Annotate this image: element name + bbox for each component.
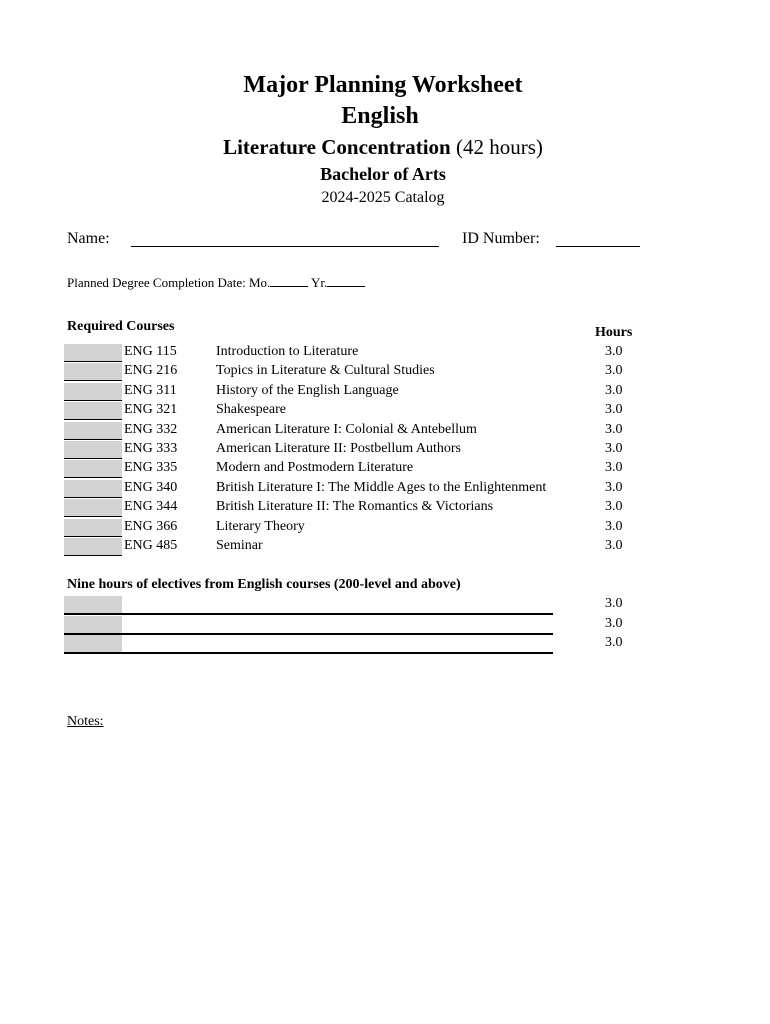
- concentration-hours: (42 hours): [456, 135, 543, 159]
- elective-hours: 3.0: [605, 596, 623, 611]
- course-title: Modern and Postmodern Literature: [216, 460, 414, 476]
- course-title: Topics in Literature & Cultural Studies: [216, 363, 435, 379]
- completion-year-label: Yr.: [311, 275, 328, 290]
- course-code: ENG 115: [124, 344, 177, 359]
- course-code: ENG 335: [124, 460, 178, 476]
- course-code: ENG 311: [124, 382, 177, 398]
- electives-header: Nine hours of electives from English courses (200-level and above): [67, 577, 461, 592]
- course-check-field[interactable]: [64, 383, 122, 401]
- course-hours: 3.0: [605, 344, 623, 359]
- course-hours: 3.0: [605, 479, 623, 495]
- course-hours: 3.0: [605, 363, 623, 379]
- course-code: ENG 321: [124, 402, 178, 418]
- course-title: Literary Theory: [216, 518, 305, 534]
- completion-year-field[interactable]: [327, 275, 365, 287]
- course-check-field[interactable]: [64, 519, 122, 537]
- course-check-field[interactable]: [64, 441, 122, 459]
- course-title: Shakespeare: [216, 402, 286, 418]
- course-code: ENG 216: [124, 363, 178, 379]
- elective-check-field[interactable]: [64, 596, 122, 613]
- elective-hours: 3.0: [605, 615, 623, 631]
- course-row: [0, 479, 770, 498]
- course-code: ENG 344: [124, 499, 178, 515]
- course-title: American Literature II: Postbellum Authors: [216, 441, 461, 456]
- subject-title: English: [341, 103, 419, 129]
- course-check-field[interactable]: [64, 480, 122, 498]
- course-hours: 3.0: [605, 402, 623, 418]
- course-code: ENG 340: [124, 479, 178, 495]
- course-check-field[interactable]: [64, 344, 122, 362]
- course-check-field[interactable]: [64, 402, 122, 420]
- id-number-field[interactable]: [556, 246, 640, 247]
- course-check-field[interactable]: [64, 499, 122, 517]
- course-row: [0, 343, 770, 362]
- course-hours: 3.0: [605, 421, 623, 437]
- course-check-field[interactable]: [64, 363, 122, 381]
- elective-row: [0, 615, 770, 634]
- course-code: ENG 332: [124, 421, 178, 437]
- completion-date-label: Planned Degree Completion Date: Mo.: [67, 275, 271, 290]
- concentration-title: [0, 135, 766, 160]
- course-hours: 3.0: [605, 518, 623, 534]
- course-code: ENG 485: [124, 538, 178, 553]
- hours-header: Hours: [595, 325, 633, 340]
- course-title: British Literature I: The Middle Ages to the Enlightenment: [216, 479, 547, 495]
- course-row: [0, 401, 770, 420]
- course-hours: 3.0: [605, 382, 623, 398]
- course-row: [0, 382, 770, 401]
- name-label: Name:: [67, 230, 110, 247]
- course-code: ENG 333: [124, 441, 178, 456]
- name-field[interactable]: [131, 246, 439, 247]
- course-code: ENG 366: [124, 518, 178, 534]
- course-check-field[interactable]: [64, 460, 122, 478]
- course-hours: 3.0: [605, 460, 623, 476]
- completion-month-field[interactable]: [270, 275, 308, 287]
- course-row: [0, 459, 770, 478]
- elective-check-field[interactable]: [64, 635, 122, 652]
- required-courses-header: Required Courses: [67, 319, 175, 334]
- elective-hours: 3.0: [605, 635, 623, 651]
- elective-row: [0, 595, 770, 614]
- course-row: [0, 440, 770, 459]
- elective-course-field[interactable]: [64, 652, 553, 654]
- course-title: Seminar: [216, 538, 263, 553]
- course-row: [0, 537, 770, 556]
- completion-date-line: [67, 275, 365, 291]
- course-title: British Literature II: The Romantics & Victorians: [216, 499, 494, 515]
- course-hours: 3.0: [605, 538, 623, 553]
- course-title: Introduction to Literature: [216, 344, 359, 359]
- id-number-label: ID Number:: [462, 230, 540, 247]
- page-title: Major Planning Worksheet: [243, 72, 523, 98]
- course-check-field[interactable]: [64, 538, 122, 556]
- course-hours: 3.0: [605, 499, 623, 515]
- course-hours: 3.0: [605, 441, 623, 456]
- course-row: [0, 518, 770, 537]
- degree-title: Bachelor of Arts: [320, 164, 446, 184]
- course-title: History of the English Language: [216, 382, 399, 398]
- course-check-field[interactable]: [64, 422, 122, 440]
- catalog-year: 2024-2025 Catalog: [321, 189, 445, 206]
- course-row: [0, 421, 770, 440]
- course-row: [0, 362, 770, 381]
- elective-check-field[interactable]: [64, 616, 122, 633]
- elective-row: [0, 634, 770, 653]
- course-row: [0, 498, 770, 517]
- notes-label: Notes:: [67, 714, 104, 729]
- course-title: American Literature I: Colonial & Antebellum: [216, 421, 477, 437]
- concentration-name: Literature Concentration: [223, 135, 451, 159]
